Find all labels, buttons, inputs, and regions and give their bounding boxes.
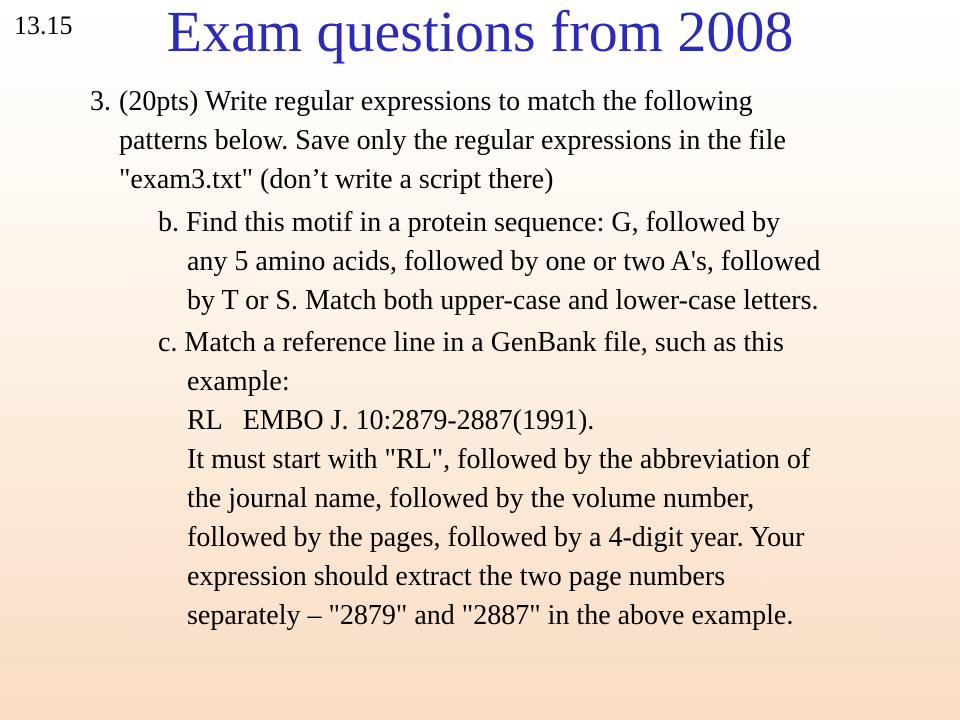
question-line: (20pts) Write regular expressions to match the following (119, 86, 753, 117)
part-c-line: followed by the pages, followed by a 4-digit year. Your (187, 522, 805, 553)
part-c (158, 323, 928, 635)
part-c-line: example: (187, 366, 290, 397)
question-line: "exam3.txt" (don’t write a script there) (119, 164, 554, 195)
part-b-line: b. Find this motif in a protein sequence: G, followed by (158, 207, 781, 238)
part-b-line: by T or S. Match both upper-case and lower-case letters. (187, 285, 819, 316)
slide-number: 13.15 (14, 11, 73, 40)
question-number: 3. (90, 86, 111, 117)
part-c-line: the journal name, followed by the volume number, (187, 483, 755, 514)
question-line: patterns below. Save only the regular expressions in the file (119, 125, 786, 156)
part-b-line: any 5 amino acids, followed by one or two A's, followed (187, 246, 821, 277)
question-text (119, 82, 919, 199)
part-c-line: c. Match a reference line in a GenBank file, such as this (158, 327, 784, 358)
part-c-line: expression should extract the two page numbers (187, 561, 726, 592)
example-reference-line: RL EMBO J. 10:2879-2887(1991). (187, 405, 595, 436)
part-c-line: separately – "2879" and "2887" in the above example. (187, 600, 794, 631)
part-b (158, 203, 928, 320)
part-c-line: It must start with "RL", followed by the abbreviation of (187, 444, 811, 475)
slide-title: Exam questions from 2008 (166, 0, 794, 64)
